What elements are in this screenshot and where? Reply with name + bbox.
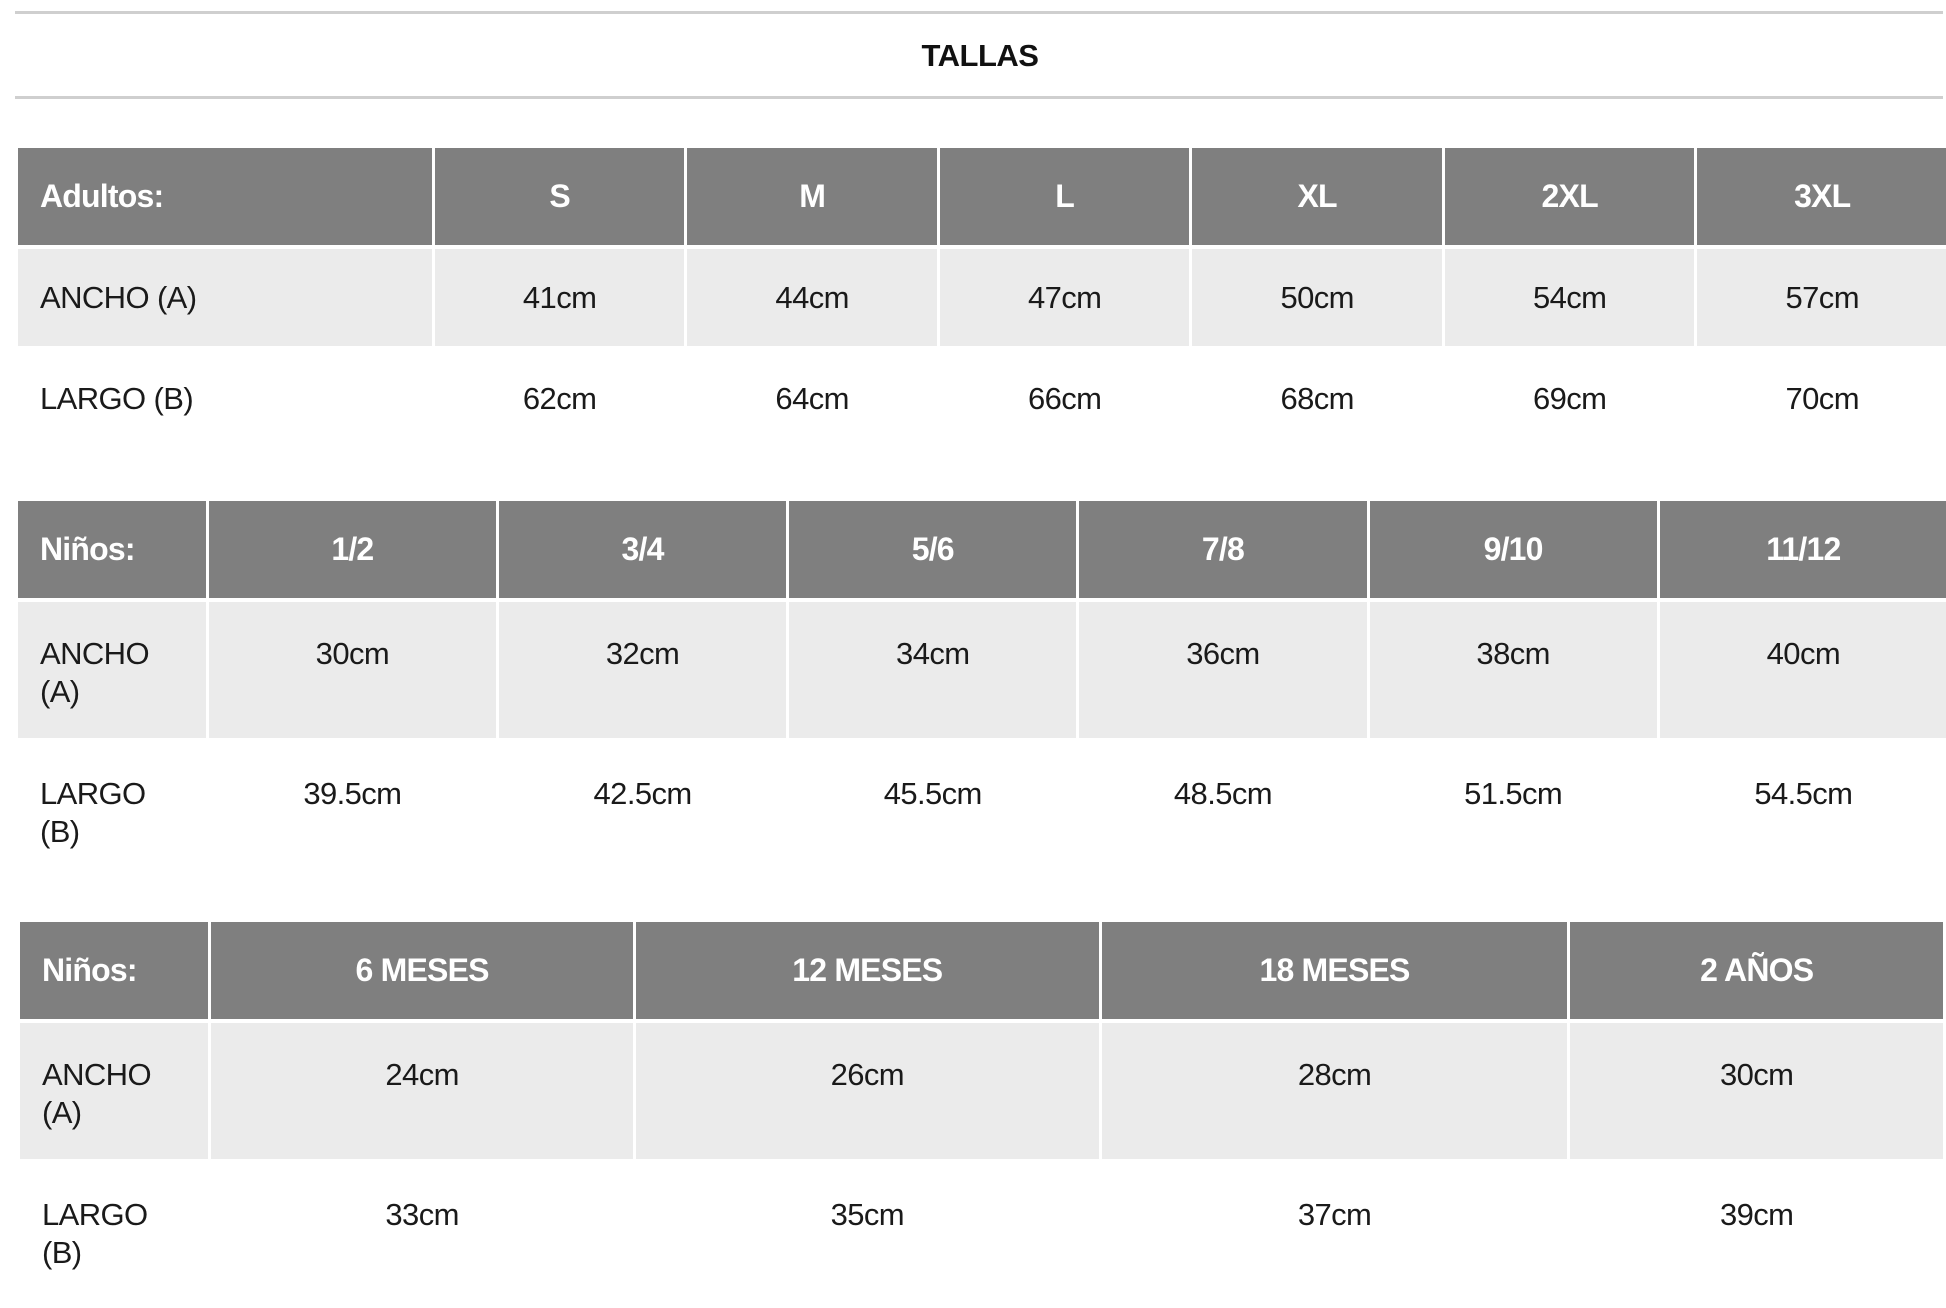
size-header: 18 MESES (1102, 922, 1568, 1019)
measurement-cell: 51.5cm (1464, 776, 1563, 811)
kids-size-table (15, 497, 1946, 882)
measurement-cell: 37cm (1297, 1197, 1372, 1232)
row-label-line: LARGO (42, 1197, 148, 1232)
kids-length-row (18, 742, 1946, 878)
measurement-cell: 24cm (211, 1023, 633, 1159)
size-header: 2XL (1445, 148, 1695, 245)
measurement-cell: 30cm (1570, 1023, 1943, 1159)
baby-size-table (17, 918, 1946, 1303)
size-header: S (435, 148, 685, 245)
baby-header-row (20, 922, 1943, 1019)
measurement-cell: 45.5cm (883, 776, 982, 811)
page-title: TALLAS (921, 38, 1039, 73)
size-header: 2 AÑOS (1570, 922, 1943, 1019)
measurement-cell: 40cm (1660, 602, 1946, 738)
adult-header-row (18, 148, 1946, 245)
size-header: 6 MESES (211, 922, 633, 1019)
measurement-cell: 70cm (1785, 380, 1859, 416)
size-header: 9/10 (1370, 501, 1657, 598)
measurement-cell: 41cm (435, 249, 685, 346)
measurement-cell: 39.5cm (303, 776, 402, 811)
size-header: 7/8 (1079, 501, 1366, 598)
row-label-line: ANCHO (40, 636, 149, 671)
row-label-line: (A) (40, 674, 80, 709)
measurement-cell: 32cm (499, 602, 786, 738)
baby-section-label: Niños: (20, 922, 208, 1019)
measurement-cell: 36cm (1079, 602, 1366, 738)
measurement-cell: 39cm (1719, 1197, 1794, 1232)
row-label-line: ANCHO (42, 1057, 151, 1092)
row-label: ANCHO (A) (18, 249, 432, 346)
measurement-cell: 68cm (1280, 380, 1354, 416)
kids-header-row (18, 501, 1946, 598)
size-header: 1/2 (209, 501, 496, 598)
measurement-cell: 42.5cm (593, 776, 692, 811)
measurement-cell: 44cm (687, 249, 937, 346)
row-label (18, 742, 206, 878)
measurement-cell: 28cm (1102, 1023, 1568, 1159)
size-header: 12 MESES (636, 922, 1099, 1019)
size-header: 11/12 (1660, 501, 1946, 598)
kids-width-row (18, 602, 1946, 738)
measurement-cell: 64cm (775, 380, 849, 416)
row-label-line: LARGO (40, 776, 146, 811)
title-rule (15, 96, 1943, 99)
row-label-line: (B) (40, 814, 80, 849)
measurement-cell: 57cm (1697, 249, 1946, 346)
measurement-cell: 62cm (522, 380, 597, 416)
row-label (20, 1163, 208, 1299)
top-rule (15, 11, 1943, 14)
measurement-cell: 50cm (1192, 249, 1442, 346)
size-header: 5/6 (789, 501, 1076, 598)
row-label-line: (B) (42, 1235, 82, 1270)
adult-size-table (15, 144, 1946, 451)
measurement-cell: 38cm (1370, 602, 1657, 738)
size-header: 3XL (1697, 148, 1946, 245)
baby-width-row (20, 1023, 1943, 1159)
measurement-cell: 54cm (1445, 249, 1695, 346)
adult-length-row (18, 350, 1946, 447)
adult-width-row (18, 249, 1946, 346)
size-header: XL (1192, 148, 1442, 245)
measurement-cell: 54.5cm (1754, 776, 1853, 811)
row-label: LARGO (B) (40, 380, 194, 416)
row-label-line: (A) (42, 1095, 82, 1130)
size-header: L (940, 148, 1190, 245)
measurement-cell: 33cm (385, 1197, 459, 1232)
measurement-cell: 26cm (636, 1023, 1099, 1159)
size-header: 3/4 (499, 501, 786, 598)
adult-section-label: Adultos: (18, 148, 432, 245)
measurement-cell: 69cm (1532, 380, 1607, 416)
size-header: M (687, 148, 937, 245)
measurement-cell: 48.5cm (1173, 776, 1272, 811)
row-label (20, 1023, 208, 1159)
measurement-cell: 66cm (1027, 380, 1102, 416)
measurement-cell: 34cm (789, 602, 1076, 738)
kids-section-label: Niños: (18, 501, 206, 598)
row-label (18, 602, 206, 738)
measurement-cell: 47cm (940, 249, 1190, 346)
baby-length-row (20, 1163, 1943, 1299)
measurement-cell: 35cm (830, 1197, 904, 1232)
measurement-cell: 30cm (209, 602, 496, 738)
